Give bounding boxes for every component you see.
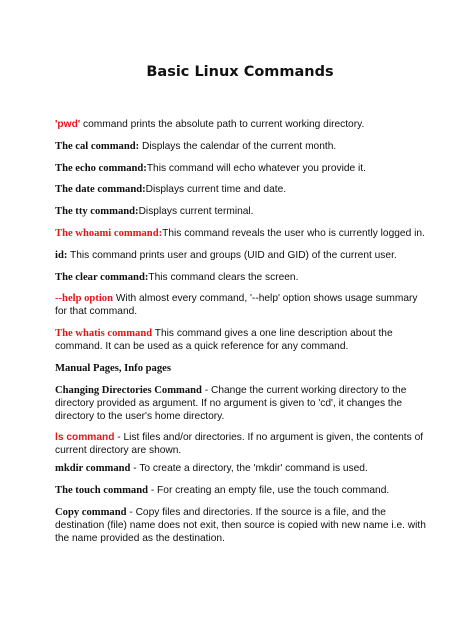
page-title: Basic Linux Commands	[146, 64, 334, 80]
help-term: --help option	[55, 293, 113, 304]
date-paragraph	[55, 183, 427, 196]
cal-description: Displays the calendar of the current month.	[139, 141, 337, 152]
clear-paragraph	[55, 271, 427, 284]
document-page	[55, 0, 425, 632]
copy-paragraph	[55, 506, 427, 546]
cd-term: Changing Directories Command	[55, 385, 202, 396]
cal-term: The cal command:	[55, 141, 140, 152]
mkdir-term: mkdir command	[55, 463, 131, 474]
id-term: id:	[55, 250, 68, 261]
id-paragraph	[55, 249, 427, 262]
cd-paragraph	[55, 384, 427, 424]
touch-paragraph	[55, 484, 427, 497]
manual-pages-heading: Manual Pages, Info pages	[55, 363, 171, 374]
echo-description: This command will echo whatever you provide it.	[146, 163, 366, 174]
echo-term: The echo command:	[55, 163, 147, 174]
tty-term: The tty command:	[55, 206, 139, 217]
whatis-paragraph	[55, 327, 427, 353]
mkdir-description: - To create a directory, the 'mkdir' command is used.	[130, 463, 368, 474]
touch-description: - For creating an empty file, use the touch command.	[148, 485, 390, 496]
whoami-paragraph	[55, 227, 427, 240]
id-description: This command prints user and groups (UID and GID) of the current user.	[67, 250, 397, 261]
touch-term: The touch command	[55, 485, 148, 496]
date-description: Displays current time and date.	[145, 184, 287, 195]
copy-term: Copy command	[55, 507, 127, 518]
whoami-term: The whoami command:	[55, 228, 163, 239]
mkdir-paragraph	[55, 462, 427, 475]
cal-paragraph	[55, 140, 427, 153]
whatis-description: This command gives a one line description about the command. It can be used as a quick reference for any command.	[55, 328, 393, 353]
pwd-term: 'pwd'	[55, 119, 81, 130]
copy-description: - Copy files and directories. If the source is a file, and the destination (file) name does not exit, then source is copied with new name i.e. with the name provided as the destination.	[55, 507, 426, 545]
pwd-paragraph	[55, 118, 427, 131]
clear-term: The clear command:	[55, 272, 149, 283]
clear-description: This command clears the screen.	[148, 272, 299, 283]
ls-description: - List files and/or directories. If no argument is given, the contents of current directory are shown.	[55, 432, 424, 457]
pwd-description: command prints the absolute path to current working directory.	[80, 119, 365, 130]
date-term: The date command:	[55, 184, 146, 195]
ls-term: ls command	[55, 432, 115, 443]
tty-paragraph	[55, 205, 427, 218]
help-paragraph	[55, 292, 427, 318]
ls-paragraph	[55, 431, 427, 457]
cd-description: - Change the current working directory to the directory provided as argument. If no argument is given to 'cd', it changes the directory to the user's home directory.	[55, 385, 407, 423]
help-description: With almost every command, '--help' option shows usage summary for that command.	[55, 293, 418, 318]
whatis-term: The whatis command	[55, 328, 153, 339]
tty-description: Displays current terminal.	[138, 206, 254, 217]
echo-paragraph	[55, 162, 427, 175]
whoami-description: This command reveals the user who is currently logged in.	[162, 228, 425, 239]
